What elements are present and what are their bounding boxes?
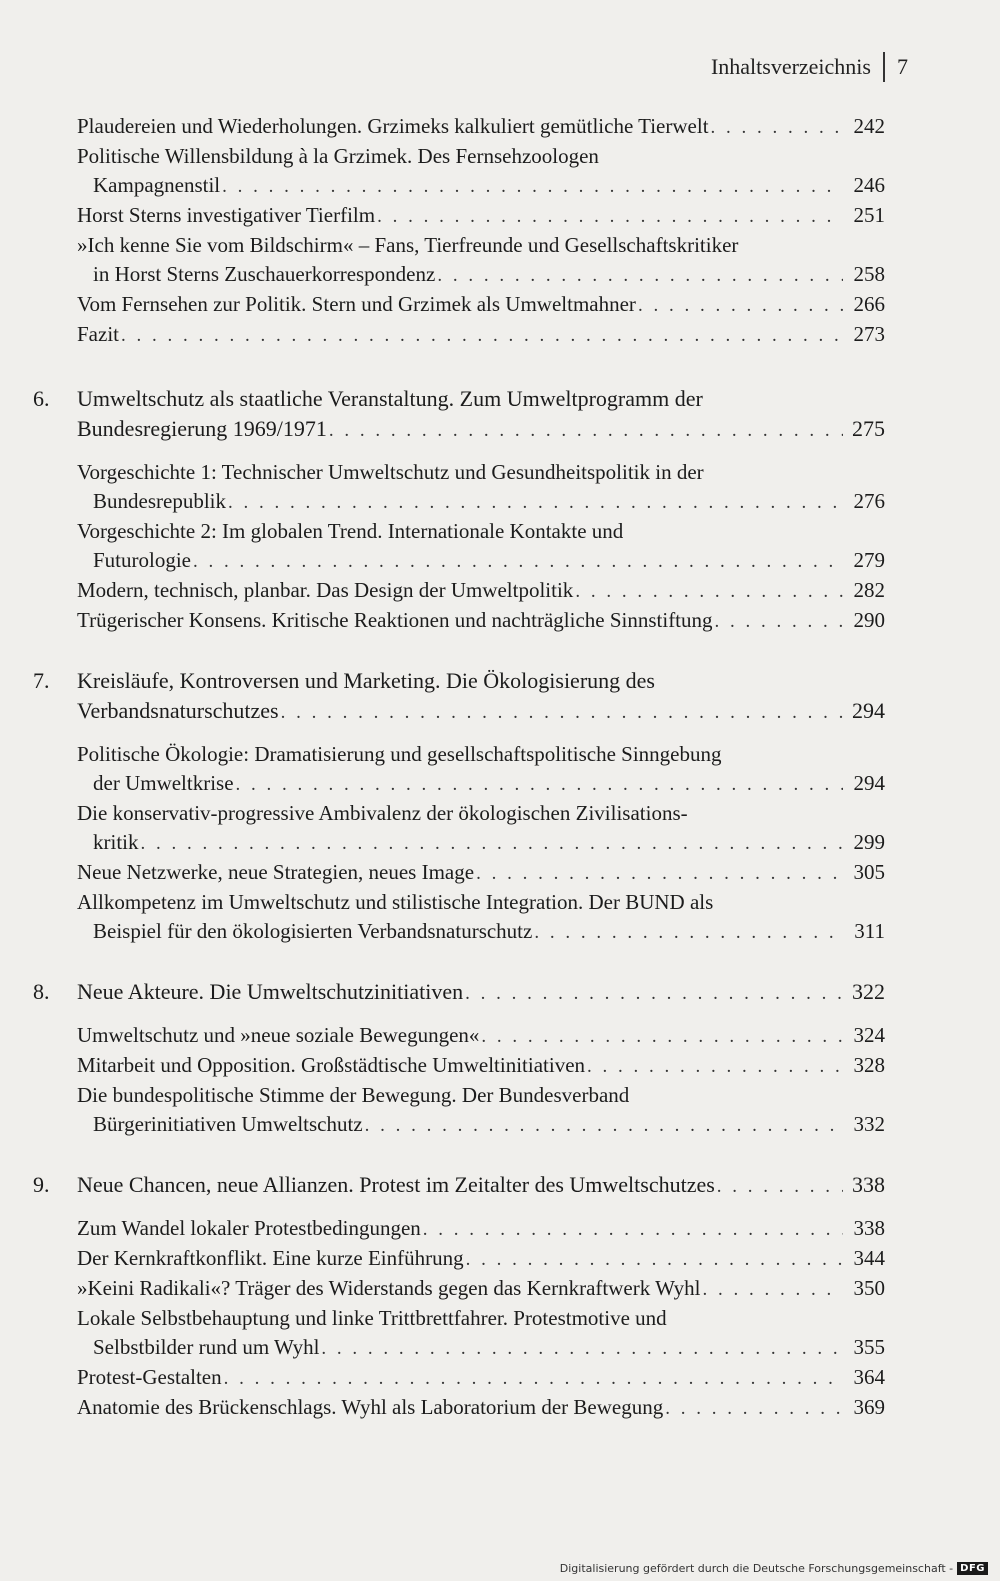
toc-section-entry <box>33 201 885 231</box>
entry-last-line <box>77 1393 885 1423</box>
entry-title-line: der Umweltkrise <box>93 771 234 795</box>
entry-last-line <box>77 1244 885 1274</box>
dot-leader <box>377 202 843 231</box>
entry-page-number: 322 <box>852 979 885 1004</box>
dot-leader <box>702 1275 843 1304</box>
toc-section-entry <box>77 858 885 888</box>
entry-title-line: Vorgeschichte 2: Im globalen Trend. Internationale Kontakte und <box>77 519 624 543</box>
entry-last-line <box>77 606 885 636</box>
dot-leader <box>466 1245 843 1274</box>
entry-title-line: Die bundespolitische Stimme der Bewegung. Der Bundesverband <box>77 1083 630 1107</box>
entry-title-line: Der Kernkraftkonflikt. Eine kurze Einführung <box>77 1246 464 1270</box>
dot-leader <box>715 607 843 636</box>
dot-leader <box>717 1172 843 1202</box>
entry-page-number: 355 <box>853 1335 885 1359</box>
entry-last-line <box>77 546 885 576</box>
entry-title-line: Fazit <box>77 322 119 346</box>
dot-leader <box>481 1022 843 1051</box>
toc-section-entry <box>33 290 885 320</box>
toc-chapter <box>33 666 885 947</box>
toc-section-entry <box>77 1363 885 1393</box>
dot-leader <box>711 113 843 142</box>
entry-page-number: 275 <box>852 416 885 441</box>
entry-last-line <box>77 1051 885 1081</box>
entry-page-number: 294 <box>852 698 885 723</box>
entry-title-line: »Keini Radikali«? Träger des Widerstands gegen das Kernkraftwerk Wyhl <box>77 1276 701 1300</box>
dfg-logo: DFG <box>957 1562 988 1575</box>
entry-last-line <box>77 112 885 142</box>
entry-title-line: Plaudereien und Wiederholungen. Grzimeks kalkuliert gemütliche Tierwelt <box>77 114 709 138</box>
entry-title-line: Zum Wandel lokaler Protestbedingungen <box>77 1216 421 1240</box>
entry-last-line <box>77 171 885 201</box>
toc-section-entry <box>33 320 885 350</box>
entry-title-line: Futurologie <box>93 548 191 572</box>
entry-page-number: 294 <box>853 771 885 795</box>
dot-leader <box>423 1215 843 1244</box>
toc-section-entry <box>77 606 885 636</box>
entry-last-line <box>77 1274 885 1304</box>
dot-leader <box>321 1334 843 1363</box>
toc-chapters <box>33 384 885 1423</box>
chapter-sections <box>33 740 885 947</box>
chapter-number: 9. <box>33 1172 50 1197</box>
running-header <box>711 52 908 82</box>
toc-section-entry <box>77 1274 885 1304</box>
toc-section-entry <box>77 1304 885 1363</box>
entry-last-line <box>77 1110 885 1140</box>
entry-title-line: Verbandsnaturschutzes <box>77 698 279 723</box>
entry-page-number: 369 <box>853 1395 885 1419</box>
entry-title-line: Bundesregierung 1969/1971 <box>77 416 327 441</box>
entry-page-number: 328 <box>853 1053 885 1077</box>
entry-title-line: Lokale Selbstbehauptung und linke Trittbrettfahrer. Protestmotive und <box>77 1306 667 1330</box>
entry-page-number: 311 <box>854 919 885 943</box>
entry-title-line: in Horst Sterns Zuschauerkorrespondenz <box>93 262 436 286</box>
entry-title-line: Bundesrepublik <box>93 489 226 513</box>
entry-title-line: Allkompetenz im Umweltschutz und stilistische Integration. Der BUND als <box>77 890 714 914</box>
entry-last-line <box>77 487 885 517</box>
toc-chapter <box>33 977 885 1140</box>
entry-last-line <box>77 290 885 320</box>
entry-page-number: 332 <box>853 1112 885 1136</box>
toc-section-entry <box>77 740 885 799</box>
toc-section-entry <box>77 1244 885 1274</box>
entry-last-line <box>77 696 885 728</box>
toc-section-entry <box>33 112 885 142</box>
entry-title-line: Beispiel für den ökologisierten Verbandsnaturschutz <box>93 919 533 943</box>
entry-page-number: 279 <box>853 548 885 572</box>
entry-title-line: Kreisläufe, Kontroversen und Marketing. Die Ökologisierung des <box>77 668 655 693</box>
entry-title-line: Umweltschutz und »neue soziale Bewegungen« <box>77 1023 480 1047</box>
chapter-sections <box>33 1021 885 1140</box>
funding-note: Digitalisierung gefördert durch die Deutsche Forschungsgemeinschaft - <box>559 1562 954 1575</box>
dot-leader <box>638 291 843 320</box>
dot-leader <box>121 321 843 350</box>
entry-title-line: Umweltschutz als staatliche Veranstaltung. Zum Umweltprogramm der <box>77 386 703 411</box>
toc-section-entry <box>77 1214 885 1244</box>
entry-title-line: Mitarbeit und Opposition. Großstädtische Umweltinitiativen <box>77 1053 586 1077</box>
chapter-heading <box>33 1170 885 1202</box>
entry-page-number: 305 <box>853 860 885 884</box>
entry-page-number: 290 <box>853 608 885 632</box>
entry-page-number: 276 <box>853 489 885 513</box>
entry-page-number: 242 <box>853 114 885 138</box>
entry-title-line: Protest-Gestalten <box>77 1365 222 1389</box>
entry-last-line <box>77 1021 885 1051</box>
entry-last-line <box>77 1333 885 1363</box>
entry-page-number: 338 <box>852 1172 885 1197</box>
dot-leader <box>141 829 844 858</box>
toc-section-entry <box>77 888 885 947</box>
entry-title-line: Vom Fernsehen zur Politik. Stern und Grzimek als Umweltmahner <box>77 292 636 316</box>
entry-title-line: Kampagnenstil <box>93 173 221 197</box>
chapter-sections <box>33 458 885 636</box>
entry-title-line: Anatomie des Brückenschlags. Wyhl als Laboratorium der Bewegung <box>77 1395 664 1419</box>
dot-leader <box>236 770 843 799</box>
entry-page-number: 282 <box>853 578 885 602</box>
entry-last-line <box>77 414 885 446</box>
entry-page-number: 324 <box>853 1023 885 1047</box>
entry-last-line <box>77 201 885 231</box>
toc-section-entry <box>77 576 885 606</box>
dot-leader <box>281 698 843 728</box>
digitization-footer <box>560 1562 988 1575</box>
dot-leader <box>193 547 843 576</box>
dot-leader <box>534 918 843 947</box>
entry-title-line: Politische Willensbildung à la Grzimek. Des Fernsehzoologen <box>77 144 599 168</box>
entry-title-line: Selbstbilder rund um Wyhl <box>93 1335 320 1359</box>
toc-section-entry <box>77 458 885 517</box>
dot-leader <box>575 577 843 606</box>
entry-last-line <box>77 977 885 1009</box>
toc-chapter <box>33 1170 885 1423</box>
toc-continued-sections <box>33 112 885 350</box>
toc-section-entry <box>77 1081 885 1140</box>
toc-chapter <box>33 384 885 636</box>
entry-title-line: Neue Chancen, neue Allianzen. Protest im Zeitalter des Umweltschutzes <box>77 1172 715 1197</box>
chapter-number: 7. <box>33 668 50 693</box>
dot-leader <box>222 172 843 201</box>
entry-last-line <box>77 917 885 947</box>
entry-last-line <box>77 1214 885 1244</box>
dot-leader <box>665 1394 843 1423</box>
entry-page-number: 246 <box>853 173 885 197</box>
chapter-number: 6. <box>33 386 50 411</box>
chapter-number: 8. <box>33 979 50 1004</box>
entry-title-line: Die konservativ-progressive Ambivalenz der ökologischen Zivilisations- <box>77 801 688 825</box>
entry-page-number: 251 <box>853 203 885 227</box>
entry-last-line <box>77 858 885 888</box>
toc-section-entry <box>33 231 885 290</box>
table-of-contents <box>33 112 885 1453</box>
entry-title-line: Neue Netzwerke, neue Strategien, neues Image <box>77 860 475 884</box>
entry-title-line: Bürgerinitiativen Umweltschutz <box>93 1112 363 1136</box>
toc-section-entry <box>33 142 885 201</box>
chapter-heading <box>33 666 885 728</box>
entry-title-line: kritik <box>93 830 139 854</box>
dot-leader <box>465 979 843 1009</box>
chapter-sections <box>33 1214 885 1423</box>
dot-leader <box>224 1364 843 1393</box>
entry-last-line <box>77 320 885 350</box>
entry-title-line: Trügerischer Konsens. Kritische Reaktionen und nachträgliche Sinnstiftung <box>77 608 713 632</box>
entry-last-line <box>77 1363 885 1393</box>
dot-leader <box>476 859 843 888</box>
entry-page-number: 344 <box>853 1246 885 1270</box>
entry-page-number: 350 <box>853 1276 885 1300</box>
entry-title-line: Horst Sterns investigativer Tierfilm <box>77 203 376 227</box>
entry-last-line <box>77 828 885 858</box>
toc-section-entry <box>77 799 885 858</box>
entry-title-line: »Ich kenne Sie vom Bildschirm« – Fans, Tierfreunde und Gesellschaftskritiker <box>77 233 739 257</box>
dot-leader <box>365 1111 843 1140</box>
entry-last-line <box>77 260 885 290</box>
chapter-heading <box>33 384 885 446</box>
toc-section-entry <box>77 517 885 576</box>
dot-leader <box>587 1052 843 1081</box>
page-number: 7 <box>897 54 908 79</box>
entry-page-number: 273 <box>853 322 885 346</box>
entry-title-line: Neue Akteure. Die Umweltschutzinitiativen <box>77 979 464 1004</box>
header-divider <box>883 52 885 82</box>
toc-section-entry <box>77 1051 885 1081</box>
entry-last-line <box>77 576 885 606</box>
toc-section-entry <box>77 1021 885 1051</box>
toc-section-entry <box>77 1393 885 1423</box>
entry-page-number: 299 <box>853 830 885 854</box>
dot-leader <box>228 488 843 517</box>
entry-page-number: 364 <box>853 1365 885 1389</box>
entry-title-line: Modern, technisch, planbar. Das Design der Umweltpolitik <box>77 578 574 602</box>
running-header-title: Inhaltsverzeichnis <box>710 54 871 79</box>
dot-leader <box>437 261 843 290</box>
entry-page-number: 266 <box>853 292 885 316</box>
entry-last-line <box>77 769 885 799</box>
entry-last-line <box>77 1170 885 1202</box>
entry-page-number: 338 <box>853 1216 885 1240</box>
dot-leader <box>329 416 843 446</box>
entry-title-line: Vorgeschichte 1: Technischer Umweltschutz und Gesundheitspolitik in der <box>77 460 704 484</box>
chapter-heading <box>33 977 885 1009</box>
entry-title-line: Politische Ökologie: Dramatisierung und gesellschaftspolitische Sinngebung <box>77 742 722 766</box>
entry-page-number: 258 <box>853 262 885 286</box>
